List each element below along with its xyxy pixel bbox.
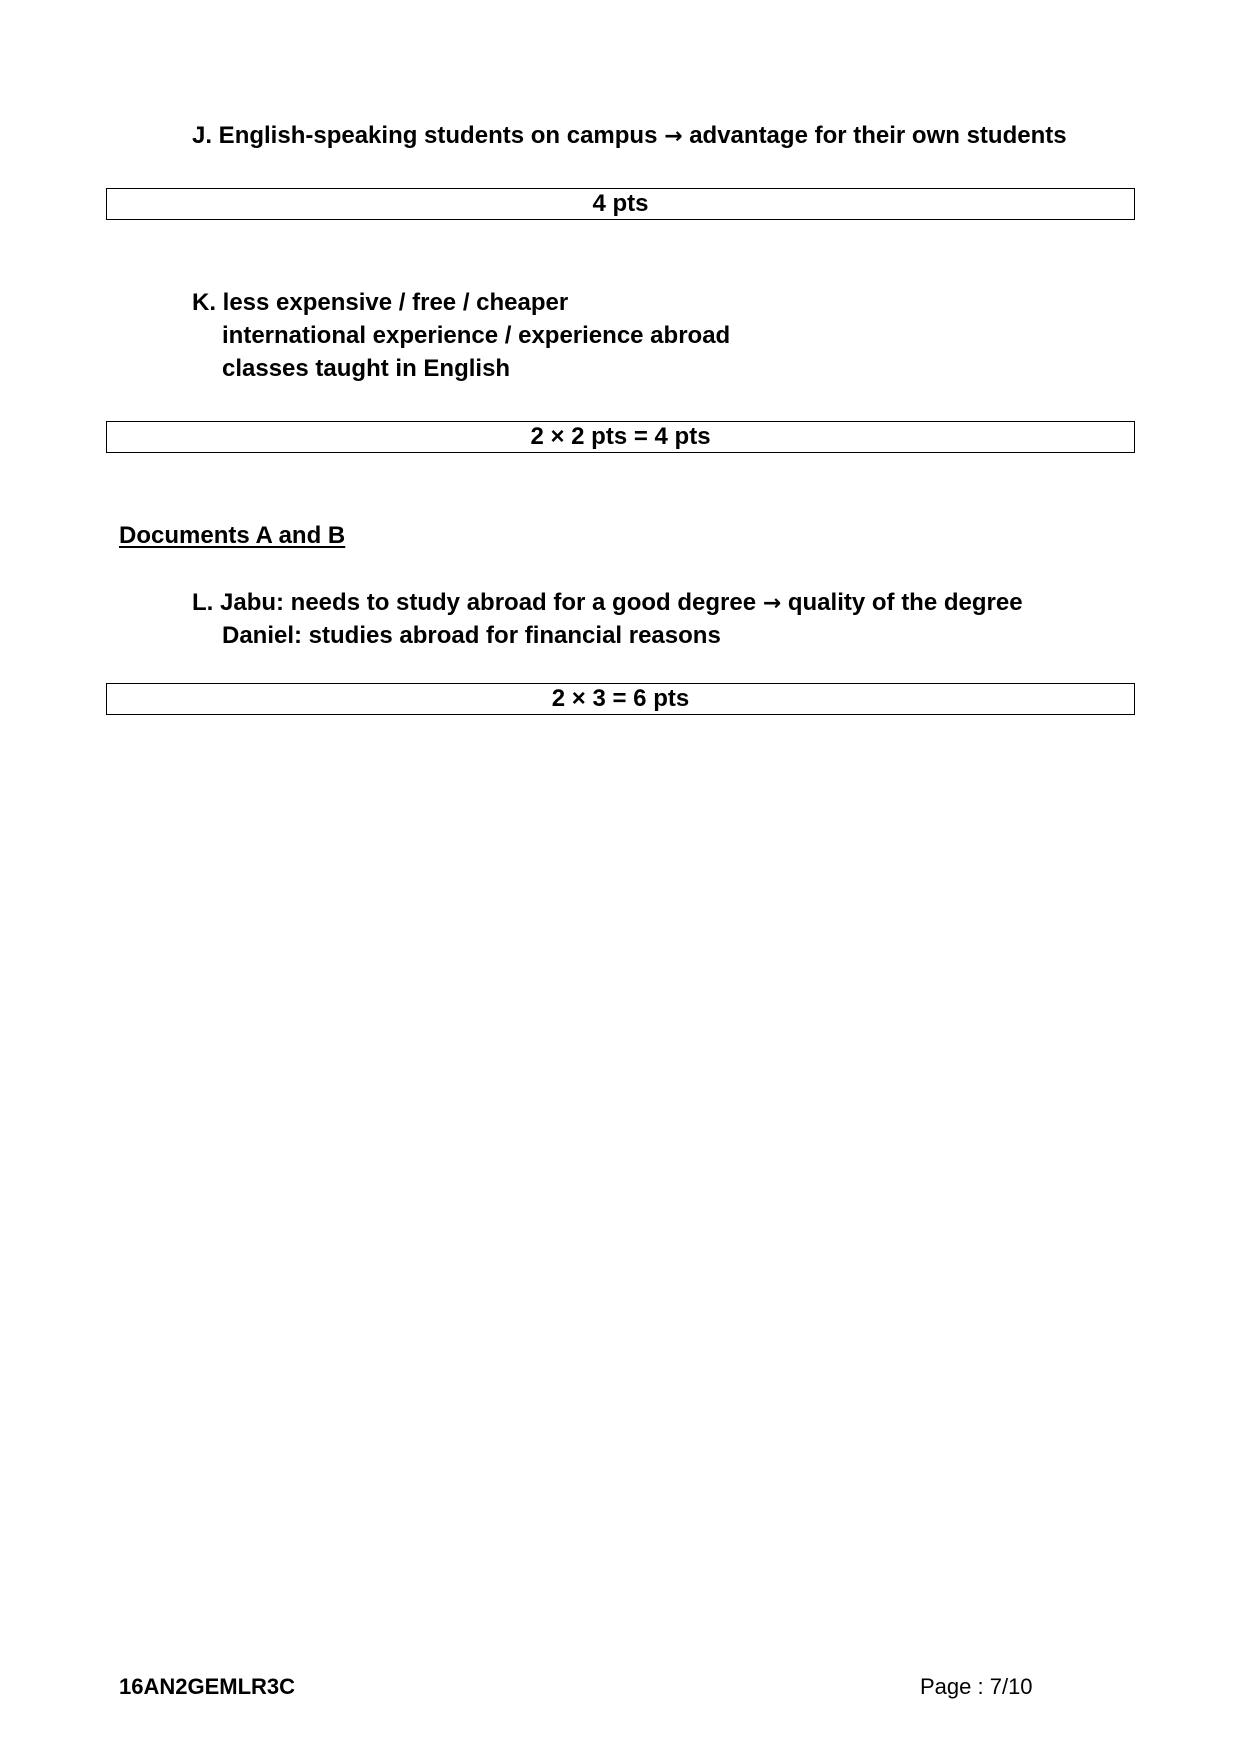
score-l: 2 × 3 = 6 pts xyxy=(551,685,690,712)
page-number: Page : 7/10 xyxy=(920,1674,1033,1699)
answer-k-line-3: classes taught in English xyxy=(222,355,511,382)
score-j: 4 pts xyxy=(592,190,649,217)
answer-j-text: J. English-speaking students on campus xyxy=(192,122,658,149)
arrow-right-icon: → xyxy=(664,124,683,149)
answer-l-text: L. Jabu: needs to study abroad for a good degree xyxy=(192,589,757,616)
answer-l-result: quality of the degree xyxy=(787,589,1023,616)
answer-k-line-2: international experience / experience abroad xyxy=(222,322,731,349)
answer-l-line-2: Daniel: studies abroad for financial reasons xyxy=(222,622,721,649)
document-code: 16AN2GEMLR3C xyxy=(119,1674,296,1699)
answer-l-line-1 xyxy=(192,589,1023,618)
answer-j xyxy=(192,122,1067,151)
score-box-k xyxy=(106,421,1135,453)
score-box-j xyxy=(106,188,1135,220)
section-title: Documents A and B xyxy=(119,522,346,549)
answer-j-result: advantage for their own students xyxy=(689,122,1067,149)
arrow-right-icon: → xyxy=(762,591,782,616)
score-k: 2 × 2 pts = 4 pts xyxy=(530,423,711,450)
score-box-l xyxy=(106,683,1135,715)
answer-k-line-1: K. less expensive / free / cheaper xyxy=(192,289,569,316)
